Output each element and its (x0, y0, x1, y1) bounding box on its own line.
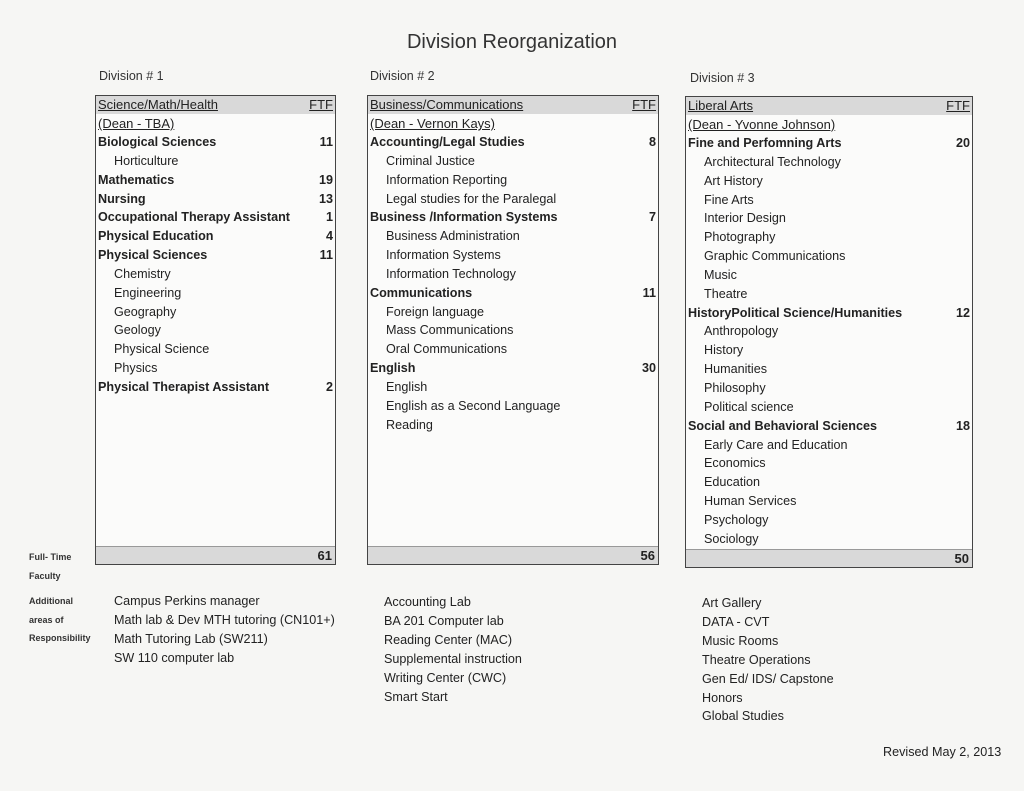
program-heading-row (686, 304, 972, 323)
responsibility-item: Gen Ed/ IDS/ Capstone (702, 671, 834, 686)
division-header (96, 96, 335, 114)
responsibility-item: DATA - CVT (702, 614, 770, 629)
program-name: Fine and Perfomning Arts (688, 136, 842, 150)
program-list (368, 133, 658, 435)
division-header (686, 97, 972, 115)
program-name: Art History (704, 173, 763, 188)
ftf-count: 1 (325, 210, 333, 225)
program-name: Early Care and Education (704, 437, 848, 452)
responsibility-item: Campus Perkins manager (114, 594, 260, 608)
program-name: HistoryPolitical Science/Humanities (688, 305, 903, 320)
program-item-row (368, 246, 658, 265)
ftf-count: 19 (318, 172, 333, 187)
program-item-row (368, 397, 658, 416)
program-item-row (686, 172, 972, 191)
side-label-line: Faculty (29, 570, 61, 581)
program-item-row (368, 227, 658, 246)
ftf-count: 30 (641, 361, 656, 376)
ftf-header: FTF (632, 97, 656, 112)
program-heading-row (96, 378, 335, 397)
program-item-row (96, 340, 335, 359)
program-name: English (386, 379, 428, 394)
program-name: Reading (386, 417, 433, 432)
program-heading-row (368, 284, 658, 303)
program-name: Architectural Technology (704, 154, 841, 169)
responsibility-item: Accounting Lab (384, 595, 471, 609)
program-name: Graphic Communications (704, 249, 846, 264)
program-name: Economics (704, 456, 766, 471)
program-heading-row (96, 190, 335, 209)
program-name: Business Administration (386, 229, 520, 244)
program-name: Information Technology (386, 266, 516, 281)
responsibility-item: Art Gallery (702, 596, 762, 610)
program-item-row (686, 530, 972, 549)
program-name: Fine Arts (704, 192, 754, 207)
program-list (96, 133, 335, 397)
program-item-row (686, 473, 972, 492)
total-faculty: 50 (686, 549, 972, 567)
division-3-responsibilities (702, 594, 834, 726)
program-item-row (686, 153, 972, 172)
program-name: Oral Communications (386, 342, 508, 357)
side-label-line: Full- Time (29, 552, 72, 562)
division-3-label: Division # 3 (690, 71, 755, 85)
responsibility-item: Math Tutoring Lab (SW211) (114, 631, 268, 646)
program-name: Education (704, 475, 761, 490)
ftf-count: 18 (955, 418, 970, 433)
program-heading-row (368, 133, 658, 152)
program-item-row (686, 322, 972, 341)
program-heading-row (96, 227, 335, 246)
ftf-count: 20 (955, 136, 970, 150)
program-item-row (686, 191, 972, 210)
responsibility-item: Global Studies (702, 709, 784, 724)
responsibility-item: SW 110 computer lab (114, 650, 235, 665)
program-name: Criminal Justice (386, 153, 475, 168)
ftf-header: FTF (946, 98, 970, 113)
program-name: Social and Behavioral Sciences (688, 418, 877, 433)
program-name: Mathematics (98, 172, 175, 187)
division-2-box (367, 95, 659, 565)
responsibility-item: Writing Center (CWC) (384, 670, 507, 685)
program-name: Geology (114, 323, 161, 338)
program-name: Geography (114, 304, 177, 319)
program-name: Physical Sciences (98, 248, 208, 263)
program-item-row (686, 247, 972, 266)
program-heading-row (686, 417, 972, 436)
program-name: Humanities (704, 362, 767, 377)
ftf-count: 11 (642, 285, 656, 300)
program-name: Physics (114, 361, 158, 376)
program-item-row (96, 321, 335, 340)
program-name: Photography (704, 230, 776, 245)
responsibility-item: BA 201 Computer lab (384, 613, 504, 628)
page-title: Division Reorganization (406, 31, 618, 53)
division-1-box (95, 95, 336, 565)
program-name: Sociology (704, 531, 759, 546)
program-list (686, 134, 972, 549)
division-2-label: Division # 2 (370, 69, 435, 83)
ftf-count: 8 (648, 135, 656, 149)
division-1-responsibilities (114, 592, 335, 668)
program-name: Physical Science (114, 342, 210, 357)
program-name: English (370, 361, 416, 376)
revised-date: Revised May 2, 2013 (883, 745, 1002, 759)
total-faculty: 61 (96, 546, 335, 564)
program-name: Horticulture (114, 153, 179, 168)
program-name: Chemistry (114, 266, 171, 281)
program-name: Legal studies for the Paralegal (386, 191, 557, 206)
program-name: Business /Information Systems (370, 210, 558, 225)
program-name: Physical Therapist Assistant (98, 379, 270, 394)
program-item-row (686, 492, 972, 511)
program-name: Accounting/Legal Studies (370, 135, 525, 149)
program-item-row (686, 285, 972, 304)
program-name: Political science (704, 399, 794, 414)
program-name: Information Systems (386, 248, 501, 263)
division-name: Liberal Arts (688, 98, 754, 113)
responsibility-item: Math lab & Dev MTH tutoring (CN101+) (114, 612, 335, 627)
program-heading-row (368, 208, 658, 227)
ftf-count: 13 (318, 191, 333, 206)
program-name: Music (704, 267, 737, 282)
side-label-line: areas of (29, 614, 64, 625)
program-heading-row (96, 133, 335, 152)
program-heading-row (96, 246, 335, 265)
program-heading-row (96, 171, 335, 190)
side-label-line: Responsibility (29, 633, 91, 643)
program-item-row (368, 265, 658, 284)
program-name: Mass Communications (386, 323, 514, 338)
program-item-row (96, 284, 335, 303)
program-item-row (686, 209, 972, 228)
program-name: Interior Design (704, 211, 786, 226)
program-item-row (368, 190, 658, 209)
total-faculty: 56 (368, 546, 658, 564)
division-name: Business/Communications (370, 97, 524, 112)
program-item-row (96, 303, 335, 322)
program-item-row (686, 228, 972, 247)
program-item-row (686, 379, 972, 398)
program-item-row (96, 359, 335, 378)
program-item-row (686, 398, 972, 417)
program-name: Human Services (704, 494, 797, 509)
program-item-row (96, 265, 335, 284)
program-name: Information Reporting (386, 172, 508, 187)
responsibility-item: Supplemental instruction (384, 651, 522, 666)
responsibility-item: Smart Start (384, 689, 448, 704)
program-item-row (686, 266, 972, 285)
ftf-count: 4 (325, 229, 333, 244)
program-name: Nursing (98, 191, 146, 206)
program-item-row (368, 378, 658, 397)
division-2-responsibilities (384, 593, 522, 706)
ftf-header: FTF (309, 97, 333, 112)
program-name: Physical Education (98, 229, 214, 244)
program-item-row (368, 340, 658, 359)
program-item-row (368, 152, 658, 171)
division-3-box (685, 96, 973, 568)
ftf-count: 2 (325, 379, 333, 394)
program-name: English as a Second Language (386, 398, 561, 413)
responsibility-item: Reading Center (MAC) (384, 632, 513, 647)
program-item-row (686, 511, 972, 530)
program-item-row (368, 321, 658, 340)
responsibility-side-label (29, 592, 91, 648)
responsibility-item: Theatre Operations (702, 652, 811, 667)
program-name: Occupational Therapy Assistant (98, 210, 290, 225)
program-name: Anthropology (704, 324, 779, 339)
side-label-line: Additional (29, 596, 73, 606)
responsibility-item: Music Rooms (702, 633, 779, 648)
program-item-row (686, 454, 972, 473)
program-name: History (704, 343, 744, 358)
program-name: Foreign language (386, 304, 485, 319)
program-heading-row (368, 359, 658, 378)
dean-line: (Dean - Yvonne Johnson) (688, 117, 836, 132)
program-name: Engineering (114, 285, 182, 300)
division-name: Science/Math/Health (98, 97, 218, 112)
dean-line: (Dean - TBA) (98, 116, 175, 131)
program-item-row (368, 303, 658, 322)
program-item-row (686, 436, 972, 455)
program-item-row (368, 416, 658, 435)
dean-line: (Dean - Vernon Kays) (370, 116, 496, 131)
program-item-row (368, 171, 658, 190)
ftf-count: 11 (319, 135, 333, 149)
responsibility-item: Honors (702, 690, 743, 705)
ftf-count: 7 (648, 210, 656, 225)
ftf-count: 11 (319, 248, 333, 263)
program-item-row (686, 341, 972, 360)
program-item-row (96, 152, 335, 171)
division-header (368, 96, 658, 114)
program-name: Psychology (704, 512, 769, 527)
program-heading-row (686, 134, 972, 153)
program-heading-row (96, 208, 335, 227)
program-name: Theatre (704, 286, 748, 301)
faculty-side-label (29, 548, 71, 585)
program-name: Philosophy (704, 380, 766, 395)
program-item-row (686, 360, 972, 379)
program-name: Communications (370, 285, 473, 300)
program-name: Biological Sciences (98, 135, 217, 149)
ftf-count: 12 (955, 305, 970, 320)
division-1-label: Division # 1 (99, 69, 164, 83)
